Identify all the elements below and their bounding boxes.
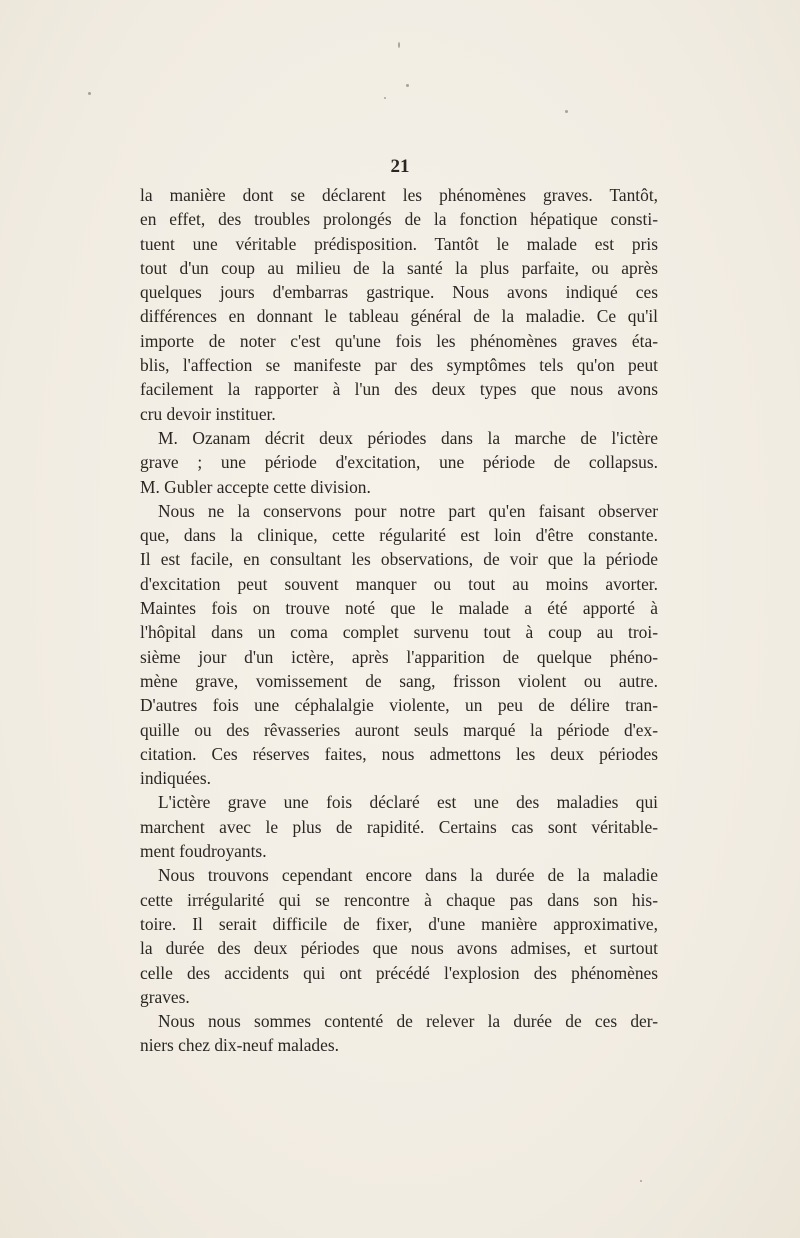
page-number: 21 (390, 156, 410, 177)
text-line: quelques jours d'embarras gastrique. Nous avons indiqué ces (140, 282, 658, 303)
text-line: ment foudroyants. (140, 841, 267, 862)
text-line: indiquées. (140, 768, 211, 789)
text-line: Nous ne la conservons pour notre part qu'en faisant observer (158, 500, 658, 521)
text-line: Maintes fois on trouve noté que le malade a été apporté à (140, 598, 658, 619)
text-line: tout d'un coup au milieu de la santé la plus parfaite, ou après (140, 257, 658, 278)
paper-speck (384, 97, 386, 99)
text-line: cru devoir instituer. (140, 403, 276, 424)
text-line: la manière dont se déclarent les phénomènes graves. Tantôt, (140, 185, 658, 205)
text-line: d'excitation peut souvent manquer ou tout au moins avorter. (140, 573, 658, 594)
paper-speck (88, 92, 91, 95)
text-line: cette irrégularité qui se rencontre à chaque pas dans son his- (140, 889, 658, 910)
paper-speck (406, 84, 409, 87)
text-line: marchent avec le plus de rapidité. Certains cas sont véritable- (140, 816, 658, 837)
text-line: L'ictère grave une fois déclaré est une des maladies qui (158, 792, 658, 813)
text-line: toire. Il serait difficile de fixer, d'une manière approximative, (140, 913, 658, 934)
body-text (140, 183, 658, 1058)
text-line: tuent une véritable prédisposition. Tantôt le malade est pris (140, 233, 658, 254)
text-line: la durée des deux périodes que nous avons admises, et surtout (140, 938, 658, 959)
text-line: blis, l'affection se manifeste par des symptômes tels qu'on peut (140, 355, 658, 376)
text-line: citation. Ces réserves faites, nous admettons les deux périodes (140, 743, 658, 764)
text-line: M. Gubler accepte cette division. (140, 476, 371, 497)
text-line: D'autres fois une céphalalgie violente, un peu de délire tran- (140, 695, 658, 716)
paper-speck (565, 110, 568, 113)
text-line: importe de noter c'est qu'une fois les phénomènes graves éta- (140, 330, 658, 351)
text-line: en effet, des troubles prolongés de la fonction hépatique consti- (140, 209, 658, 230)
paper-speck (640, 1180, 642, 1182)
text-line: M. Ozanam décrit deux périodes dans la marche de l'ictère (158, 427, 658, 448)
text-line: celle des accidents qui ont précédé l'explosion des phénomènes (140, 962, 658, 983)
text-line: facilement la rapporter à l'un des deux types que nous avons (140, 379, 658, 400)
text-line: mène grave, vomissement de sang, frisson violent ou autre. (140, 670, 658, 691)
text-line: quille ou des rêvasseries auront seuls marqué la période d'ex- (140, 719, 658, 740)
text-line: grave ; une période d'excitation, une période de collapsus. (140, 452, 658, 473)
text-line: différences en donnant le tableau général de la maladie. Ce qu'il (140, 306, 658, 327)
text-line: sième jour d'un ictère, après l'apparition de quelque phéno- (140, 646, 658, 667)
text-line: Nous trouvons cependant encore dans la durée de la maladie (158, 865, 658, 886)
text-line: niers chez dix-neuf malades. (140, 1035, 339, 1056)
text-line: graves. (140, 986, 190, 1007)
text-line: Il est facile, en consultant les observations, de voir que la période (140, 549, 658, 570)
text-line: l'hôpital dans un coma complet survenu tout à coup au troi- (140, 622, 658, 643)
paper-speck (398, 42, 400, 48)
text-line: que, dans la clinique, cette régularité est loin d'être constante. (140, 525, 658, 546)
text-line: Nous nous sommes contenté de relever la durée de ces der- (158, 1011, 658, 1032)
